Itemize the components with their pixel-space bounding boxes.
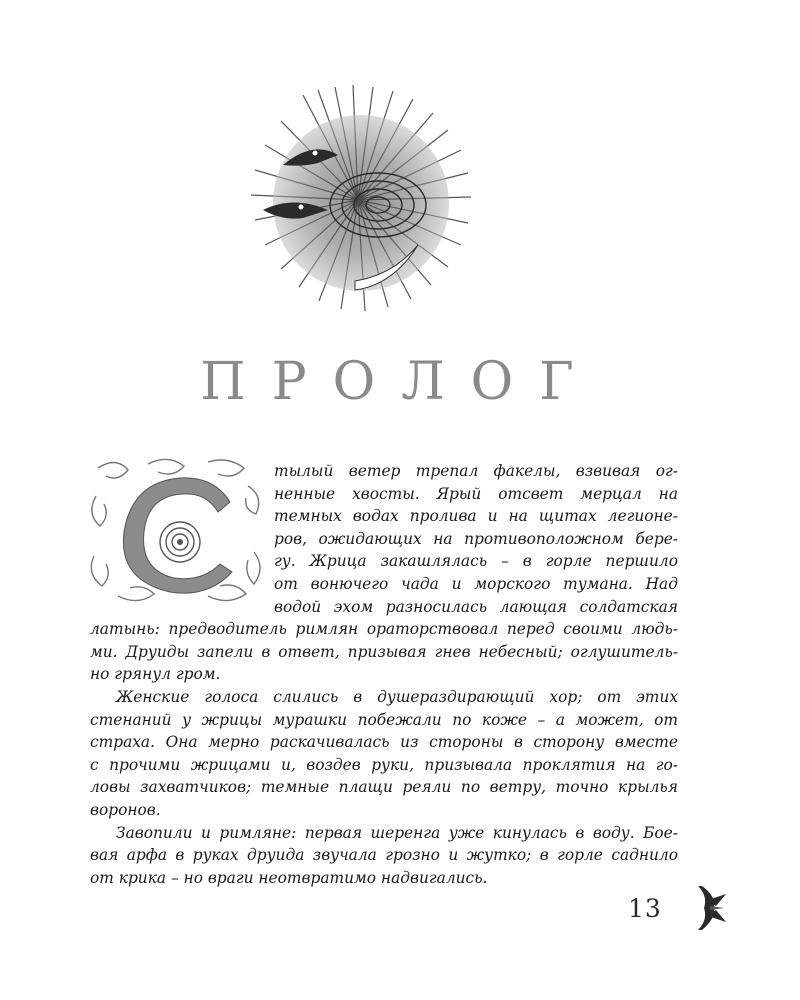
body-text — [90, 460, 678, 889]
text-line: но грянул гром. — [90, 665, 221, 684]
ravens-circle-illustration — [243, 85, 473, 315]
text-line: Завопили и римляне: первая шеренга уже кинулась в воду. Бое- — [116, 823, 678, 842]
text-line: от крика – но враги неотвратимо надвигались. — [90, 868, 488, 887]
text-line: с прочими жрицами и, воздев руки, призывала проклятия на го- — [90, 755, 678, 774]
text-line: вая арфа в руках друида звучала грозно и жутко; в горле саднило — [90, 846, 678, 865]
text-line: стенаний у жрицы мурашки побежали по коже – а может, от — [90, 710, 678, 729]
text-line: воронов. — [90, 800, 161, 819]
leaf-ornament-icon — [694, 882, 728, 934]
text-line: ненные хвосты. Ярый отсвет мерцал на — [274, 484, 678, 503]
chapter-title: ПРОЛОГ — [200, 352, 600, 412]
text-line: Женские голоса слились в душераздирающий хор; от этих — [116, 687, 678, 706]
page-number: 13 — [628, 894, 662, 923]
text-line: ров, ожидающих на противоположном бере- — [274, 529, 678, 548]
text-line: темных водах пролива и на щитах легионе- — [274, 507, 678, 526]
text-line: от вонючего чада и морского тумана. Над — [274, 574, 678, 593]
text-line: гу. Жрица закашлялась – в горле першило — [274, 552, 678, 571]
text-line: тылый ветер трепал факелы, взвивая ог- — [274, 462, 678, 480]
text-line: водой эхом разносилась лающая солдатская — [274, 597, 678, 616]
text-line: страха. Она мерно раскачивалась из стороны в сторону вместе — [90, 733, 678, 752]
text-line: ми. Друиды запели в ответ, призывая гнев небесный; оглушитель- — [90, 642, 678, 661]
text-line: латынь: предводитель римлян ораторствовал перед своими людь- — [90, 620, 678, 639]
text-line: ловы захватчиков; темные плащи реяли по ветру, точно крылья — [90, 778, 678, 797]
